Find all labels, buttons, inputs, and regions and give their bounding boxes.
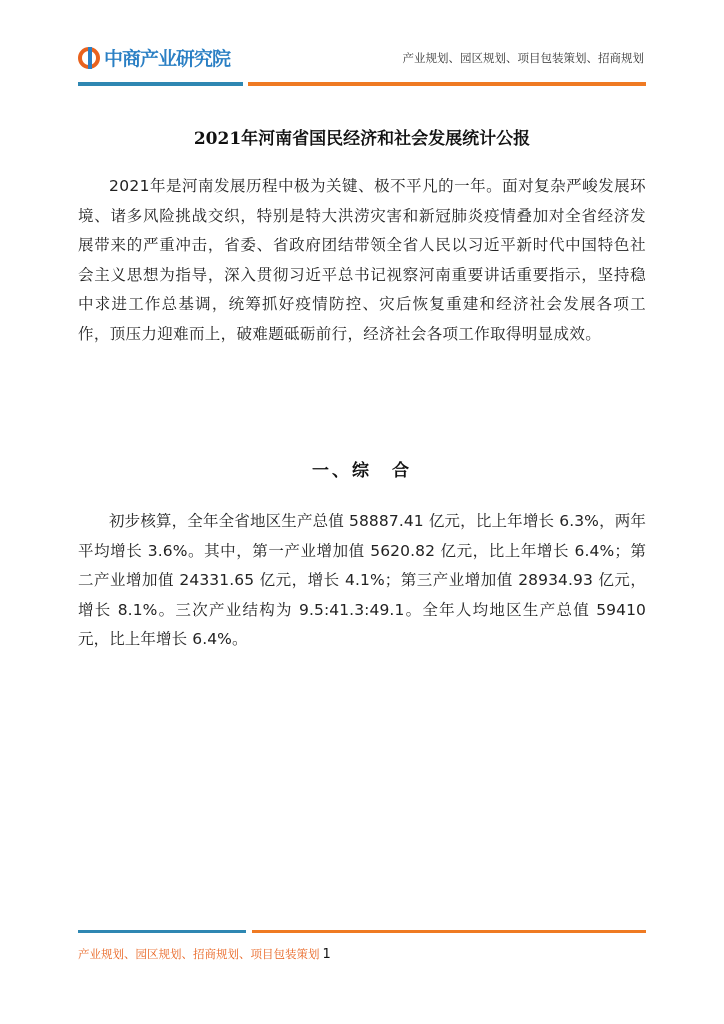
brand-logo — [78, 44, 230, 71]
section-heading-overview: 一、综 合 — [312, 461, 412, 481]
brand-logo-text: 中商产业研究院 — [104, 48, 231, 70]
intro-paragraph: 2021年是河南发展历程中极为关键、极不平凡的一年。面对复杂严峻发展环境、诸多风险挑战交织，特别是特大洪涝灾害和新冠肺炎疫情叠加对全省经济发展带来的严重冲击，省委、省政府团结带领全省人民以习近平新时代中国特色社会主义思想为指导，深入贯彻习近平总书记视察河南重要讲话重要指示，坚持稳中求进工作总基调，统筹抓好疫情防控、灾后恢复重建和经济社会发展各项工作，顶压力迎难而上，破难题砥砺前行，经济社会各项工作取得明显成效。 — [78, 177, 646, 343]
footer-divider-orange — [252, 930, 646, 933]
header-divider-blue — [78, 82, 243, 86]
header-divider-orange — [248, 82, 646, 86]
footer-divider-blue — [78, 930, 246, 933]
document-title: 2021年河南省国民经济和社会发展统计公报 — [193, 129, 531, 149]
header-tagline: 产业规划、园区规划、项目包装策划、招商规划 — [402, 51, 644, 65]
brand-logo-icon — [78, 47, 100, 69]
footer — [78, 946, 331, 962]
overview-paragraph: 初步核算，全年全省地区生产总值 58887.41 亿元，比上年增长 6.3%，两年平均增长 3.6%。其中，第一产业增加值 5620.82 亿元，比上年增长 6.4%；第二产业增加值 24331.65 亿元，增长 4.1%；第三产业增加值 28934.93 亿元，增长 8.1%。三次产业结构为 9.5:41.3:49.1。全年人均地区生产总值 59410 元，比上年增长 6.4%。 — [78, 512, 646, 648]
footer-tagline: 产业规划、园区规划、招商规划、项目包装策划 — [78, 947, 320, 961]
page-number: 1 — [322, 947, 331, 962]
